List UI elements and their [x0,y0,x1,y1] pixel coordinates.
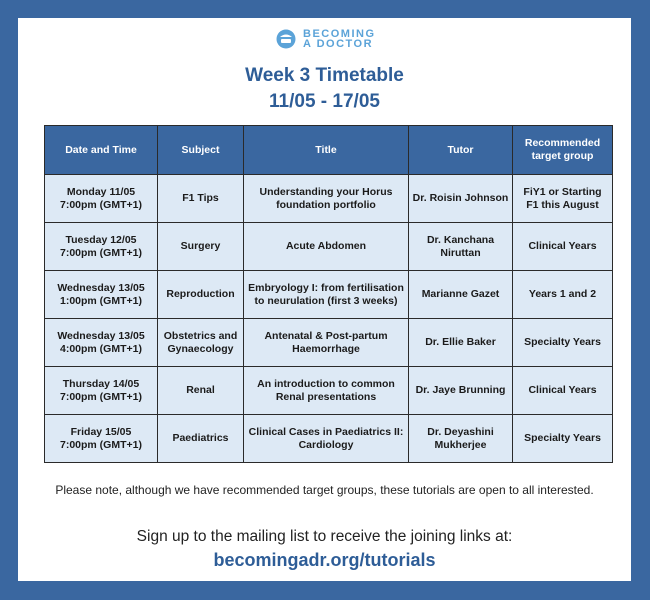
target-group-cell: Specialty Years [513,319,613,367]
date-time-cell [45,319,158,367]
target-group-cell: Clinical Years [513,367,613,415]
target-group-note: Please note, although we have recommended target groups, these tutorials are open to all interested. [55,483,594,497]
date-time-cell [45,175,158,223]
title-cell: Acute Abdomen [244,223,409,271]
session-time: 1:00pm (GMT+1) [60,294,142,307]
target-group-cell: FiY1 or Starting F1 this August [513,175,613,223]
tutor-cell: Dr. Roisin Johnson [409,175,513,223]
tutor-cell: Dr. Jaye Brunning [409,367,513,415]
session-date: Tuesday 12/05 [65,233,137,246]
header-date-time: Date and Time [45,126,158,175]
tutorials-link[interactable]: becomingadr.org/tutorials [213,550,436,570]
brand-logo [276,29,376,49]
timetable-card [18,18,631,581]
table-row [45,175,613,223]
session-time: 7:00pm (GMT+1) [60,390,142,403]
tutor-cell: Dr. Ellie Baker [409,319,513,367]
session-time: 7:00pm (GMT+1) [60,246,142,259]
subject-cell: Renal [158,367,244,415]
table-row [45,415,613,463]
session-date: Wednesday 13/05 [57,329,145,342]
date-time-cell [45,223,158,271]
title-cell: Embryology I: from fertilisation to neurulation (first 3 weeks) [244,271,409,319]
header-title: Title [244,126,409,175]
brand-line-2: A DOCTOR [303,38,374,50]
subject-cell: Surgery [158,223,244,271]
date-time-cell [45,367,158,415]
table-row [45,271,613,319]
target-group-cell: Years 1 and 2 [513,271,613,319]
target-group-cell: Specialty Years [513,415,613,463]
header-target-group: Recommended target group [513,126,613,175]
session-date: Wednesday 13/05 [57,281,145,294]
date-range: 11/05 - 17/05 [269,91,380,112]
session-time: 7:00pm (GMT+1) [60,438,142,451]
table-header-row [45,126,613,175]
page-title: Week 3 Timetable [245,65,404,86]
session-time: 7:00pm (GMT+1) [60,198,142,211]
subject-cell: Paediatrics [158,415,244,463]
header-tutor: Tutor [409,126,513,175]
session-date: Monday 11/05 [66,185,136,198]
date-time-cell [45,415,158,463]
title-cell: Understanding your Horus foundation portfolio [244,175,409,223]
table-row [45,367,613,415]
brand-line-1: BECOMING [303,28,376,40]
subject-cell: Obstetrics and Gynaecology [158,319,244,367]
table-row [45,223,613,271]
doctor-badge-icon [276,29,296,49]
tutor-cell: Dr. Kanchana Niruttan [409,223,513,271]
table-row [45,319,613,367]
title-cell: Clinical Cases in Paediatrics II: Cardiology [244,415,409,463]
title-cell: An introduction to common Renal presentations [244,367,409,415]
tutor-cell: Marianne Gazet [409,271,513,319]
subject-cell: Reproduction [158,271,244,319]
header-subject: Subject [158,126,244,175]
subject-cell: F1 Tips [158,175,244,223]
tutor-cell: Dr. Deyashini Mukherjee [409,415,513,463]
session-date: Thursday 14/05 [62,377,140,390]
date-time-cell [45,271,158,319]
session-date: Friday 15/05 [70,425,132,438]
session-time: 4:00pm (GMT+1) [60,342,142,355]
target-group-cell: Clinical Years [513,223,613,271]
title-cell: Antenatal & Post-partum Haemorrhage [244,319,409,367]
timetable [44,125,613,463]
signup-text: Sign up to the mailing list to receive the joining links at: [136,528,513,545]
brand-text [303,29,376,49]
